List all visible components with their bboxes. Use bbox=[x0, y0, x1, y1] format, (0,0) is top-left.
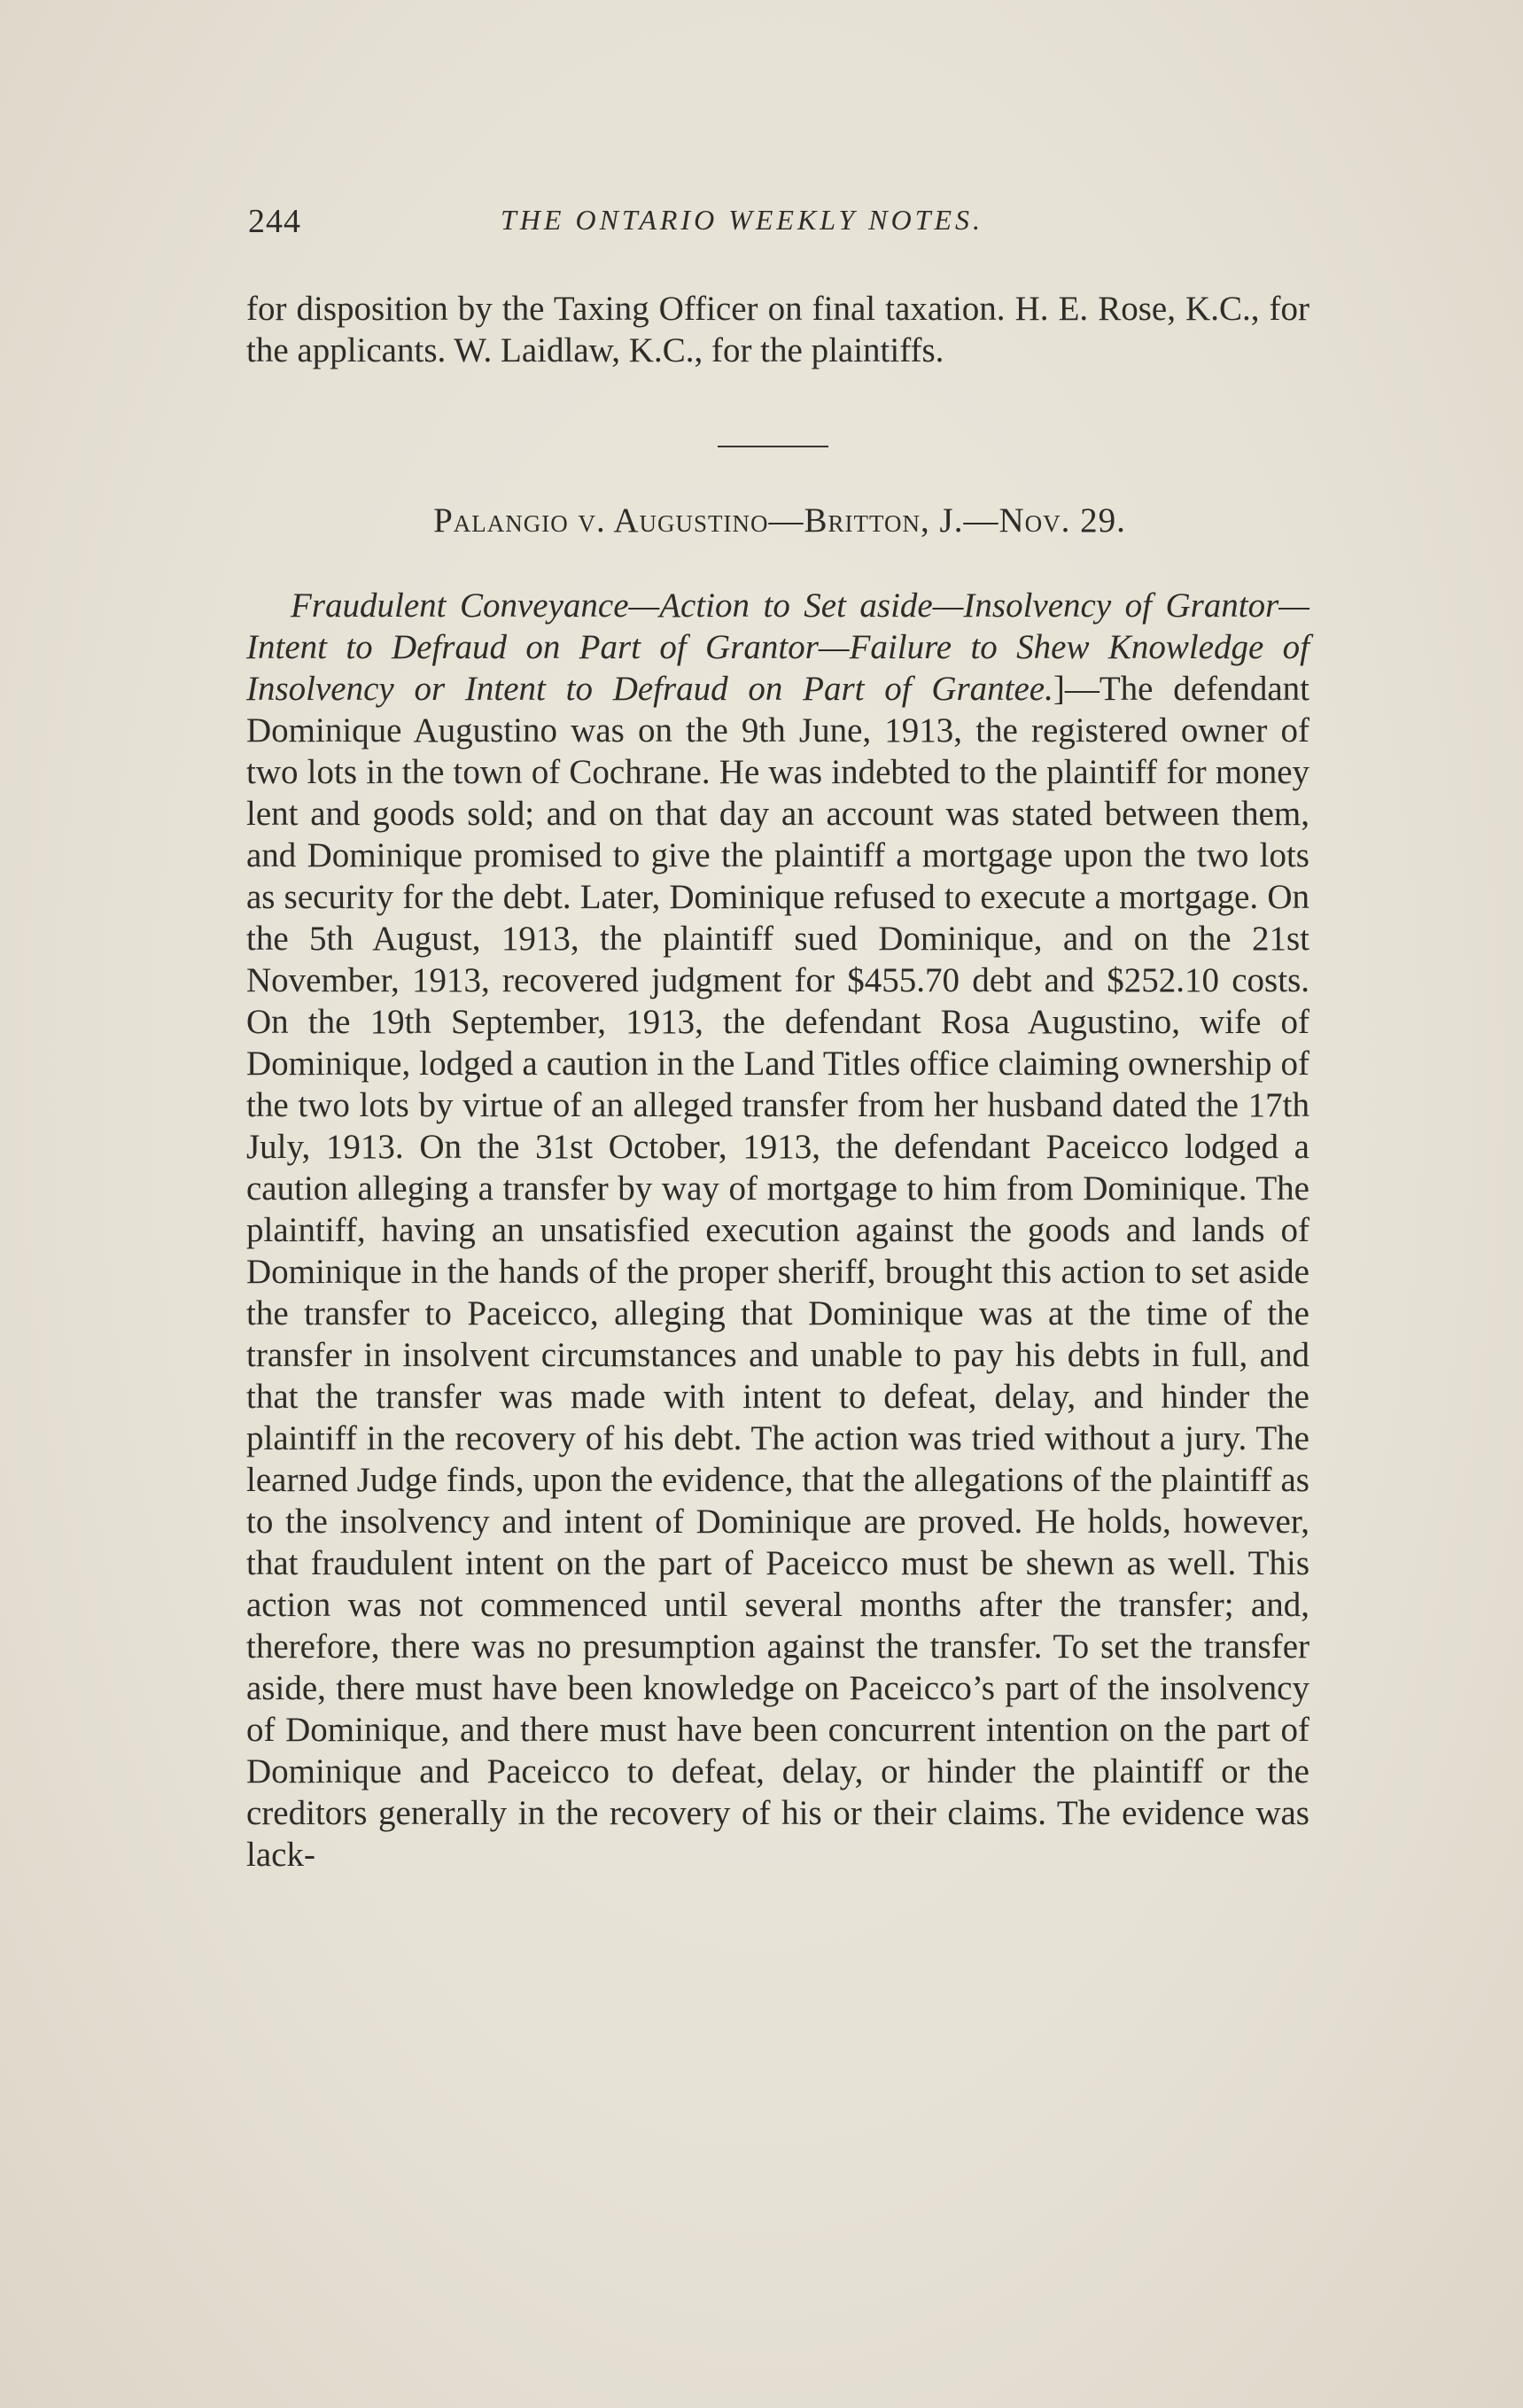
journal-title: THE ONTARIO WEEKLY NOTES. bbox=[501, 204, 984, 236]
continued-paragraph: for disposition by the Taxing Officer on final taxation. H. E. Rose, K.C., for the applicants. W. Laidlaw, K.C., for the plaintiffs. bbox=[246, 290, 1309, 369]
case-headnote: Fraudulent Conveyance—Action to Set aside—Insolvency of Grantor—Intent to Defraud on Part of Grantor—Failure to Shew Knowledge of Insolvency or Intent to Defraud on Part of Grantee. bbox=[246, 586, 1309, 708]
case-report bbox=[246, 585, 1309, 1876]
case-body: ]—The defendant Dominique Augustino was on the 9th June, 1913, the registered owner of two lots in the town of Cochrane. He was indebted to the plaintiff for money lent and goods sold; and on that day an account was stated between them, and Dominique promised to give the plaintiff a mortgage upon the two lots as security for the debt. Later, Dominique refused to execute a mortgage. On the 5th August, 1913, the plaintiff sued Dominique, and on the 21st November, 1913, recovered judgment for $455.70 debt and $252.10 costs. On the 19th September, 1913, the defendant Rosa Augustino, wife of Dominique, lodged a caution in the Land Titles office claiming ownership of the two lots by virtue of an alleged transfer from her husband dated the 17th July, 1913. On the 31st October, 1913, the defendant Paceicco lodged a caution alleging a transfer by way of mortgage to him from Dominique. The plaintiff, having an unsatisfied execution against the goods and lands of Dominique in the hands of the proper sheriff, brought this action to set aside the transfer to Paceicco, alleging that Dominique was at the time of the transfer in insolvent circumstances and unable to pay his debts in full, and that the transfer was made with intent to defeat, delay, and hinder the plaintiff in the recovery of his debt. The action was tried without a jury. The learned Judge finds, upon the evidence, that the allegations of the plaintiff as to the insolvency and intent of Dominique are proved. He holds, however, that fraudulent intent on the part of Paceicco must be shewn as well. This action was not commenced until several months after the transfer; and, therefore, there was no presumption against the transfer. To set the transfer aside, there must have been knowledge on Paceicco’s part of the insolvency of Dominique, and there must have been concurrent intention on the part of Dominique and Paceicco to defeat, delay, or hinder the plaintiff or the creditors generally in the recovery of his or their claims. The evidence was lack- bbox=[246, 670, 1309, 1874]
case-heading: Palangio v. Augustino—Britton, J.—Nov. 29. bbox=[433, 501, 1126, 540]
section-divider bbox=[718, 446, 828, 447]
page-number: 244 bbox=[248, 203, 301, 240]
running-head bbox=[248, 202, 1307, 255]
